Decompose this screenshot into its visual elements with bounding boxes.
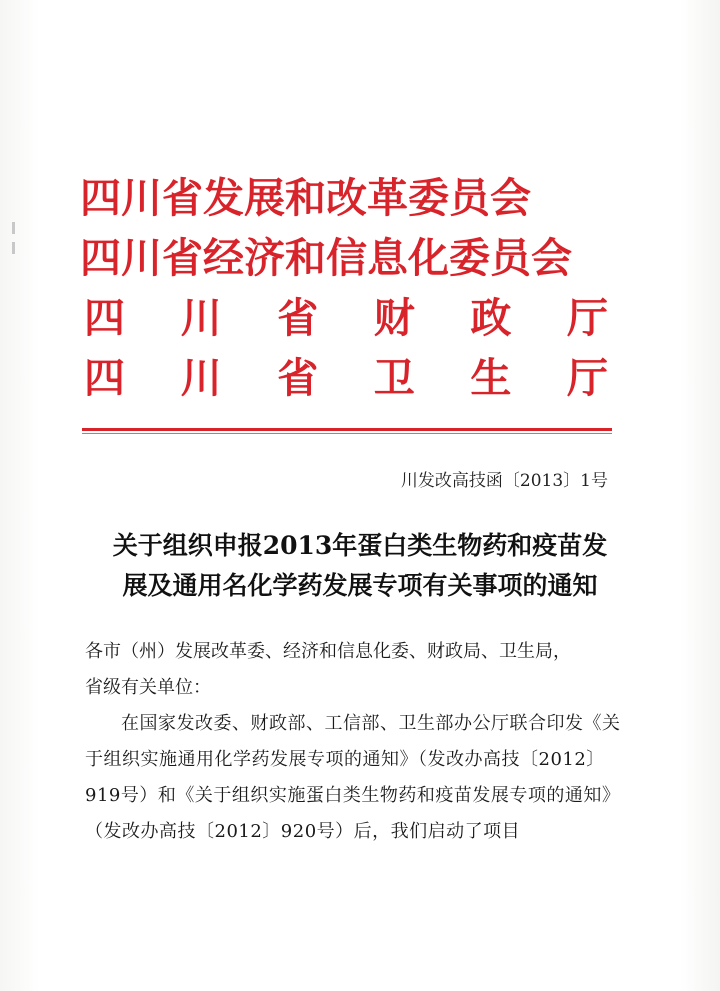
document-title-line: 关于组织申报2013年蛋白类生物药和疫苗发 [112,531,608,560]
issuer-ndrc: 四川省发展和改革委员会 [80,174,531,222]
document-number: 川发改高技函〔2013〕1号 [400,471,608,491]
document-title [80,526,640,606]
salutation-line: 各市（州）发展改革委、经济和信息化委、财政局、卫生局， [85,641,571,662]
issuer-eitc: 四川省经济和信息化委员会 [80,234,572,282]
issuer-health-char: 卫 [373,354,415,402]
salutation-line: 省级有关单位： [85,677,211,698]
document-body [85,634,625,850]
red-separator-line [82,428,612,431]
red-separator-thin-line [82,433,612,434]
issuer-health [80,348,608,408]
scan-mark [12,242,15,254]
issuer-finance-char: 政 [470,294,512,342]
body-paragraph: 在国家发改委、财政部、工信部、卫生部办公厅联合印发《关于组织实施通用化学药发展专项的通知》（发改办高技〔2012〕919号）和《关于组织实施蛋白类生物药和疫苗发展专项的通知》（发改办高技〔2012〕920号）后，我们启动了项目 [85,713,621,842]
issuer-health-char: 生 [470,354,512,402]
issuer-finance-char: 财 [373,294,415,342]
scan-mark [12,222,15,234]
issuer-finance-char: 厅 [566,294,608,342]
issuer-health-char: 省 [277,354,319,402]
document-title-line: 展及通用名化学药发展专项有关事项的通知 [122,571,598,600]
issuer-health-char: 四 [84,354,125,402]
issuer-health-char: 厅 [566,354,608,402]
issuer-finance-char: 四 [84,294,125,342]
issuer-finance [80,288,608,348]
issuer-finance-char: 省 [277,294,319,342]
issuer-finance-char: 川 [180,294,222,342]
issuer-health-char: 川 [180,354,222,402]
issuer-header [80,168,620,408]
